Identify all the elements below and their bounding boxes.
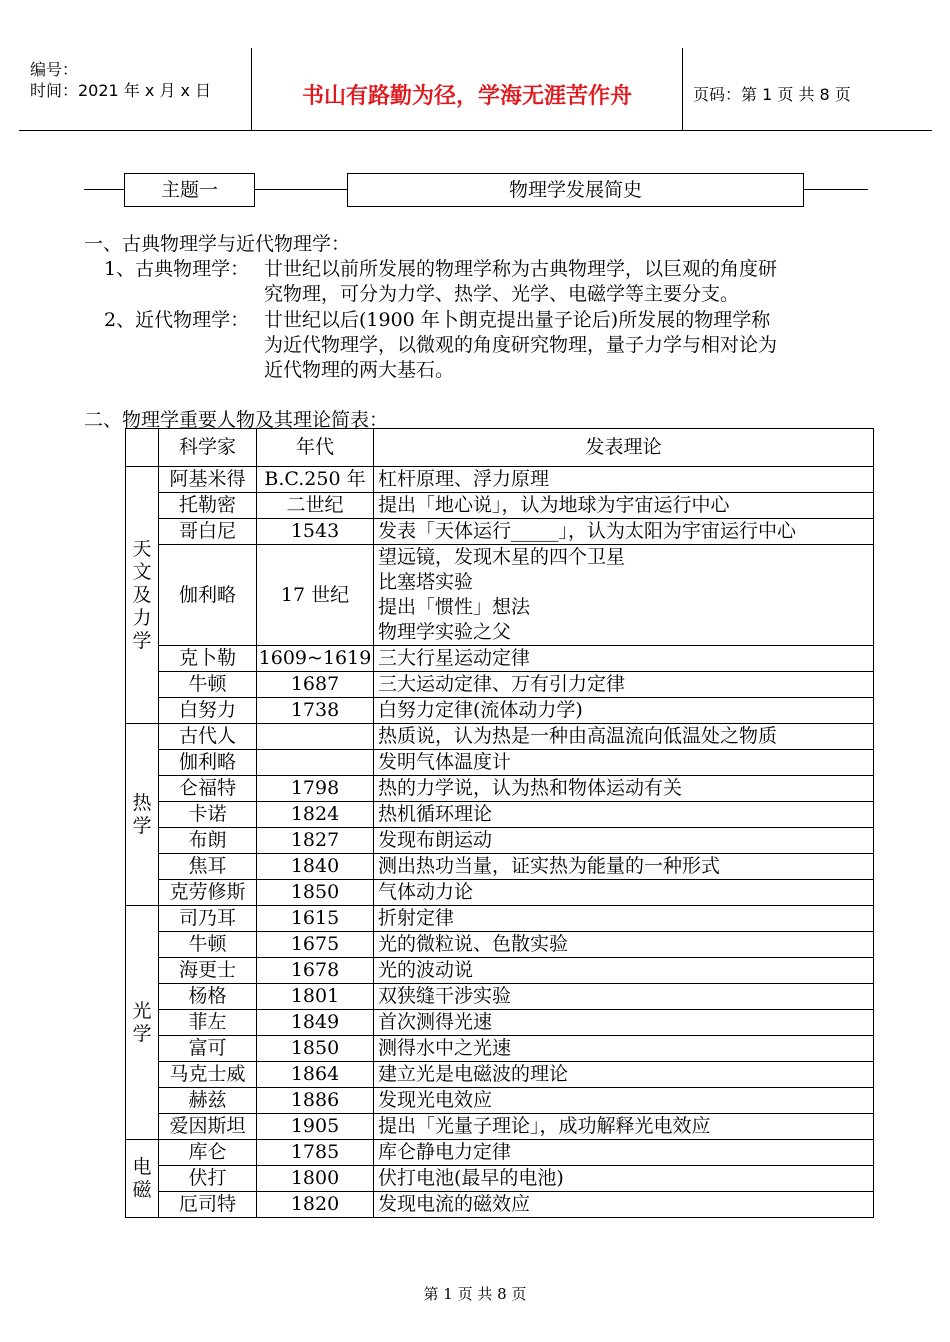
table-row [126,1166,874,1192]
table-row [126,1140,874,1166]
header-page-cell [683,48,932,130]
theory-line: 热机循环理论 [378,803,493,825]
scientist-cell: 阿基米得 [159,467,257,493]
table-row [126,958,874,984]
year-cell: 1785 [257,1140,374,1166]
scientist-cell: 克劳修斯 [159,880,257,906]
table-row [126,906,874,932]
scientist-cell: 牛顿 [159,932,257,958]
theory-cell [374,493,874,519]
theory-line: 库仑静电力定律 [378,1141,512,1163]
table-row [126,776,874,802]
table-row [126,698,874,724]
year-cell: 1864 [257,1062,374,1088]
theory-cell [374,1140,874,1166]
topic-line-left [84,189,124,190]
year-cell: 1850 [257,880,374,906]
year-cell: 1849 [257,1010,374,1036]
theory-line: 双狭缝干涉实验 [378,985,512,1007]
theory-cell [374,932,874,958]
scientist-cell: 伽利略 [159,545,257,646]
table-row [126,672,874,698]
year-cell: B.C.250 年 [257,467,374,493]
scientist-cell: 菲左 [159,1010,257,1036]
table-row [126,1062,874,1088]
theory-line: 发现电流的磁效应 [378,1193,531,1215]
theory-line: 光的波动说 [378,959,474,981]
theory-line: 物理学实验之父 [378,621,512,643]
item2-line1: 廿世纪以后(1900 年卜朗克提出量子论后)所发展的物理学称 [264,309,771,331]
theory-line: 折射定律 [378,907,455,929]
theory-cell [374,467,874,493]
theory-line: 气体动力论 [378,881,474,903]
year-cell: 1615 [257,906,374,932]
theory-cell [374,545,874,646]
year-cell: 1840 [257,854,374,880]
scientist-cell: 哥白尼 [159,519,257,545]
year-cell: 1801 [257,984,374,1010]
theory-line: 首次测得光速 [378,1011,493,1033]
category-label: 光学 [132,999,152,1045]
category-label: 热学 [132,791,152,837]
theory-cell [374,698,874,724]
scientist-cell: 厄司特 [159,1192,257,1218]
topic-label: 主题一 [160,179,218,201]
scientist-cell: 焦耳 [159,854,257,880]
table-row [126,493,874,519]
page-header [19,48,932,131]
scientist-cell: 海更士 [159,958,257,984]
scientist-cell: 马克士威 [159,1062,257,1088]
theory-cell [374,854,874,880]
item1-line2: 究物理，可分为力学、热学、光学、电磁学等主要分支。 [264,283,740,305]
category-label: 天文及力学 [132,537,152,652]
theory-cell [374,828,874,854]
item2-line3: 近代物理的两大基石。 [264,359,455,381]
theory-line: 白努力定律(流体动力学) [378,699,583,721]
scientist-cell: 仑福特 [159,776,257,802]
item2-label: 2、近代物理学： [104,309,250,331]
year-cell: 1800 [257,1166,374,1192]
theory-line: 建立光是电磁波的理论 [378,1063,569,1085]
category-label: 电磁 [132,1155,152,1201]
category-cell [126,467,159,724]
physicists-table-body [126,429,874,1218]
table-row [126,545,874,646]
scientist-cell: 司乃耳 [159,906,257,932]
scientist-cell: 古代人 [159,724,257,750]
scientist-cell: 赫兹 [159,1088,257,1114]
table-row [126,646,874,672]
theory-line: 提出「惯性」想法 [378,596,531,618]
year-cell: 二世纪 [257,493,374,519]
theory-line: 提出「光量子理论」，成功解释光电效应 [378,1115,711,1137]
theory-cell [374,672,874,698]
year-cell [257,750,374,776]
document-number-label: 编号： [30,60,79,79]
table-row [126,1114,874,1140]
scientist-cell: 白努力 [159,698,257,724]
table-row [126,724,874,750]
theory-line: 比塞塔实验 [378,571,474,593]
scientist-cell: 库仑 [159,1140,257,1166]
table-row [126,750,874,776]
year-cell: 1850 [257,1036,374,1062]
year-cell: 1738 [257,698,374,724]
theory-cell [374,1088,874,1114]
year-cell: 1886 [257,1088,374,1114]
theory-line: 提出「地心说」，认为地球为宇宙运行中心 [378,494,730,516]
table-row [126,1192,874,1218]
table-row [126,828,874,854]
theory-cell [374,750,874,776]
section2-heading: 二、物理学重要人物及其理论简表： [84,409,389,431]
scientist-cell: 杨格 [159,984,257,1010]
theory-line: 测得水中之光速 [378,1037,512,1059]
scientist-cell: 布朗 [159,828,257,854]
table-header-year: 年代 [257,429,374,467]
theory-line: 光的微粒说、色散实验 [378,933,569,955]
header-meta-cell [19,48,252,130]
year-cell: 1609~1619 [257,646,374,672]
theory-cell [374,802,874,828]
year-cell: 1675 [257,932,374,958]
theory-cell [374,519,874,545]
page-footer [0,1283,950,1304]
theory-line: 杠杆原理、浮力原理 [378,468,550,490]
theory-cell [374,880,874,906]
theory-cell [374,1036,874,1062]
table-row [126,1088,874,1114]
topic-line-right [804,189,868,190]
year-cell: 1798 [257,776,374,802]
scientist-cell: 托勒密 [159,493,257,519]
table-header-theory: 发表理论 [374,429,874,467]
theory-cell [374,906,874,932]
theory-line: 发现光电效应 [378,1089,493,1111]
table-row [126,880,874,906]
theory-line: 发表「天体运行_____」，认为太阳为宇宙运行中心 [378,520,797,542]
table-header-row [126,429,874,467]
theory-cell [374,776,874,802]
category-cell [126,724,159,906]
theory-line: 热质说，认为热是一种由高温流向低温处之物质 [378,725,778,747]
header-motto: 书山有路勤为径，学海无涯苦作舟 [301,84,632,109]
scientist-cell: 伏打 [159,1166,257,1192]
table-row [126,1010,874,1036]
topic-title: 物理学发展简史 [508,179,642,201]
topic-label-box [124,173,255,207]
scientist-cell: 卡诺 [159,802,257,828]
section1-heading: 一、古典物理学与近代物理学： [84,233,351,255]
theory-line: 伏打电池(最早的电池) [378,1167,564,1189]
table-header-category [126,429,159,467]
year-cell: 17 世纪 [257,545,374,646]
topic-title-box [347,173,804,207]
year-cell: 1824 [257,802,374,828]
theory-cell [374,646,874,672]
year-cell: 1827 [257,828,374,854]
theory-line: 热的力学说，认为热和物体运动有关 [378,777,683,799]
theory-cell [374,724,874,750]
item2-line2: 为近代物理学，以微观的角度研究物理，量子力学与相对论为 [264,334,778,356]
table-row [126,984,874,1010]
year-cell: 1820 [257,1192,374,1218]
table-header-scientist: 科学家 [159,429,257,467]
year-cell [257,724,374,750]
topic-line-middle [255,189,347,190]
theory-line: 发明气体温度计 [378,751,512,773]
theory-cell [374,1166,874,1192]
theory-line: 三大运动定律、万有引力定律 [378,673,626,695]
theory-line: 望远镜，发现木星的四个卫星 [378,546,626,568]
theory-cell [374,1010,874,1036]
theory-cell [374,1114,874,1140]
header-page-number: 页码：第 1 页 共 8 页 [693,85,851,104]
year-cell: 1905 [257,1114,374,1140]
scientist-cell: 克卜勒 [159,646,257,672]
table-row [126,802,874,828]
physicists-table [125,428,874,1218]
year-cell: 1678 [257,958,374,984]
year-cell: 1687 [257,672,374,698]
year-cell: 1543 [257,519,374,545]
category-cell [126,906,159,1140]
theory-line: 三大行星运动定律 [378,647,531,669]
theory-line: 测出热功当量，证实热为能量的一种形式 [378,855,721,877]
scientist-cell: 牛顿 [159,672,257,698]
category-cell [126,1140,159,1218]
theory-cell [374,958,874,984]
scientist-cell: 伽利略 [159,750,257,776]
theory-cell [374,1062,874,1088]
theory-cell [374,984,874,1010]
table-row [126,1036,874,1062]
document-time-label: 时间：2021 年 x 月 x 日 [30,81,212,100]
item1-line1: 廿世纪以前所发展的物理学称为古典物理学，以巨观的角度研 [264,258,778,280]
header-motto-cell [252,48,683,130]
table-row [126,519,874,545]
table-row [126,854,874,880]
table-row [126,467,874,493]
theory-line: 发现布朗运动 [378,829,493,851]
scientist-cell: 爱因斯坦 [159,1114,257,1140]
item1-label: 1、古典物理学： [104,258,250,280]
scientist-cell: 富可 [159,1036,257,1062]
table-row [126,932,874,958]
theory-cell [374,1192,874,1218]
footer-page-number: 第 1 页 共 8 页 [423,1285,527,1303]
